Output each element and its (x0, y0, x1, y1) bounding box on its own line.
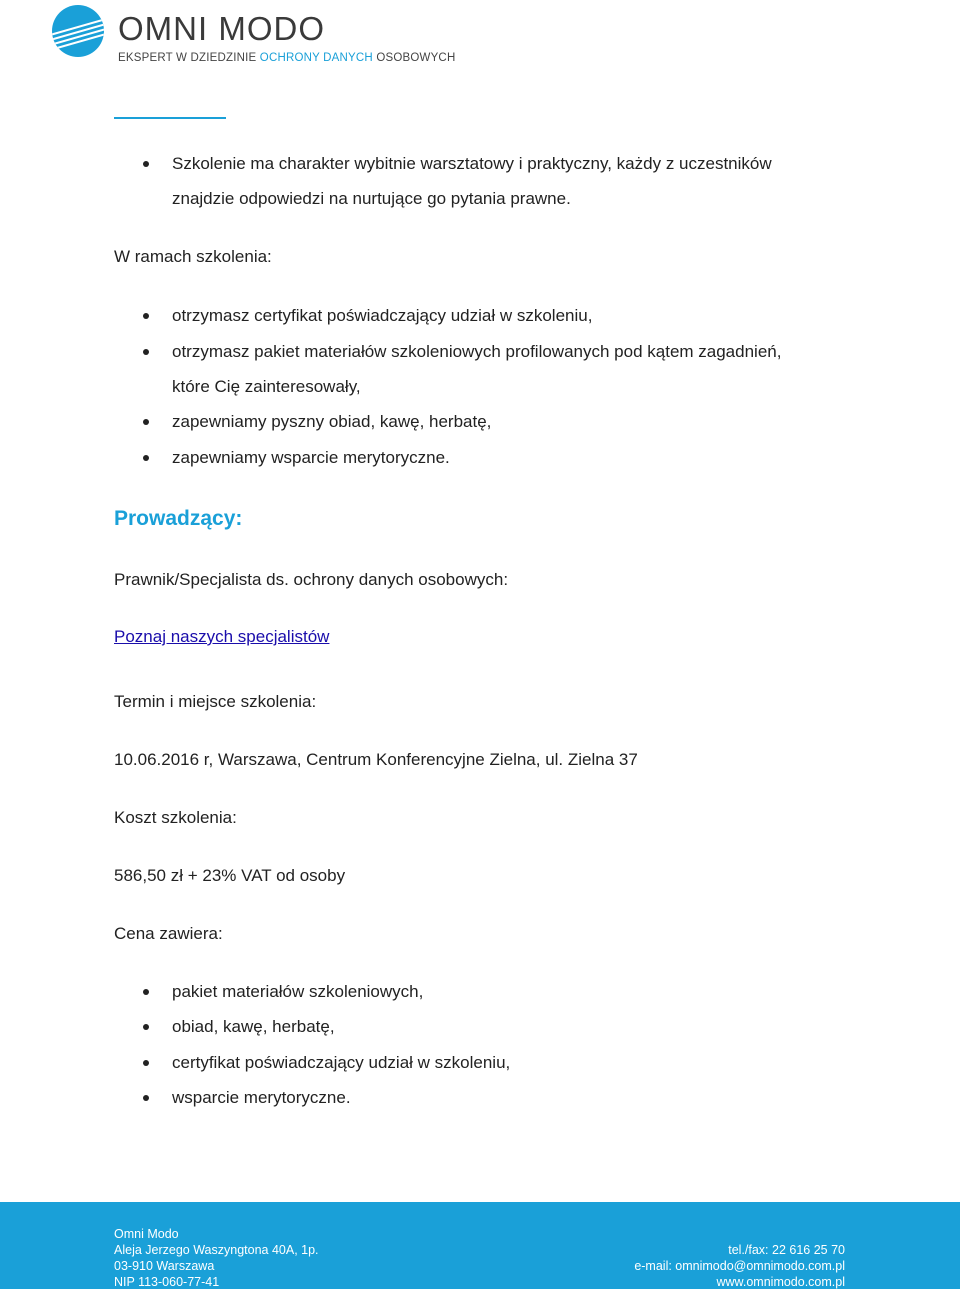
header-divider (114, 117, 226, 119)
bullet-icon (143, 161, 149, 167)
price-includes-item: pakiet materiałów szkoleniowych, (172, 982, 424, 1001)
framework-item: zapewniamy wsparcie merytoryczne. (172, 448, 450, 467)
price-includes-item: obiad, kawę, herbatę, (172, 1017, 335, 1036)
instructor-text: Prawnik/Specjalista ds. ochrony danych osobowych: (114, 570, 509, 589)
footer-contact-block (634, 1242, 845, 1289)
cost-heading: Koszt szkolenia: (114, 808, 237, 827)
bullet-icon (143, 1060, 149, 1066)
cost-value: 586,50 zł + 23% VAT od osoby (114, 866, 346, 885)
price-includes-item: wsparcie merytoryczne. (172, 1088, 351, 1107)
tagline-suffix: OSOBOWYCH (372, 52, 456, 64)
bullet-icon (143, 455, 149, 461)
bullet-icon (143, 1024, 149, 1030)
bullet-icon (143, 313, 149, 319)
framework-item: otrzymasz pakiet materiałów szkoleniowych profilowanych pod kątem zagadnień, (172, 342, 782, 361)
term-value: 10.06.2016 r, Warszawa, Centrum Konferencyjne Zielna, ul. Zielna 37 (114, 750, 638, 769)
footer-nip: NIP 113-060-77-41 (114, 1275, 220, 1289)
bullet-icon (143, 419, 149, 425)
footer-address-line1: Aleja Jerzego Waszyngtona 40A, 1p. (114, 1243, 319, 1257)
page-footer (0, 1202, 960, 1289)
footer-address-block (114, 1226, 319, 1289)
tagline-prefix: EKSPERT W DZIEDZINIE (118, 52, 260, 64)
framework-heading: W ramach szkolenia: (114, 247, 272, 266)
framework-item: otrzymasz certyfikat poświadczający udział w szkoleniu, (172, 306, 593, 325)
bullet-icon (143, 349, 149, 355)
price-includes-heading: Cena zawiera: (114, 924, 223, 943)
intro-bullet-line1: Szkolenie ma charakter wybitnie warsztatowy i praktyczny, każdy z uczestników (172, 154, 772, 173)
term-heading: Termin i miejsce szkolenia: (114, 692, 317, 711)
footer-phone: tel./fax: 22 616 25 70 (728, 1243, 845, 1257)
page-header (0, 0, 960, 80)
framework-item-continuation: które Cię zainteresowały, (172, 377, 361, 396)
logo-tagline (118, 51, 455, 65)
framework-item: zapewniamy pyszny obiad, kawę, herbatę, (172, 412, 492, 431)
omni-modo-logo-icon (52, 5, 104, 57)
logo-title: OMNI MODO (118, 10, 325, 47)
footer-company: Omni Modo (114, 1227, 179, 1241)
instructors-heading: Prowadzący: (114, 507, 243, 530)
tagline-highlight: OCHRONY DANYCH (259, 52, 373, 64)
specialists-link[interactable]: Poznaj naszych specjalistów (114, 627, 330, 646)
footer-website-link[interactable]: www.omnimodo.com.pl (716, 1275, 845, 1289)
bullet-icon (143, 1095, 149, 1101)
footer-email-link[interactable]: e-mail: omnimodo@omnimodo.com.pl (634, 1259, 845, 1273)
intro-bullet-line2: znajdzie odpowiedzi na nurtujące go pytania prawne. (172, 189, 571, 208)
bullet-icon (143, 989, 149, 995)
price-includes-item: certyfikat poświadczający udział w szkoleniu, (172, 1053, 511, 1072)
footer-address-line2: 03-910 Warszawa (114, 1259, 215, 1273)
